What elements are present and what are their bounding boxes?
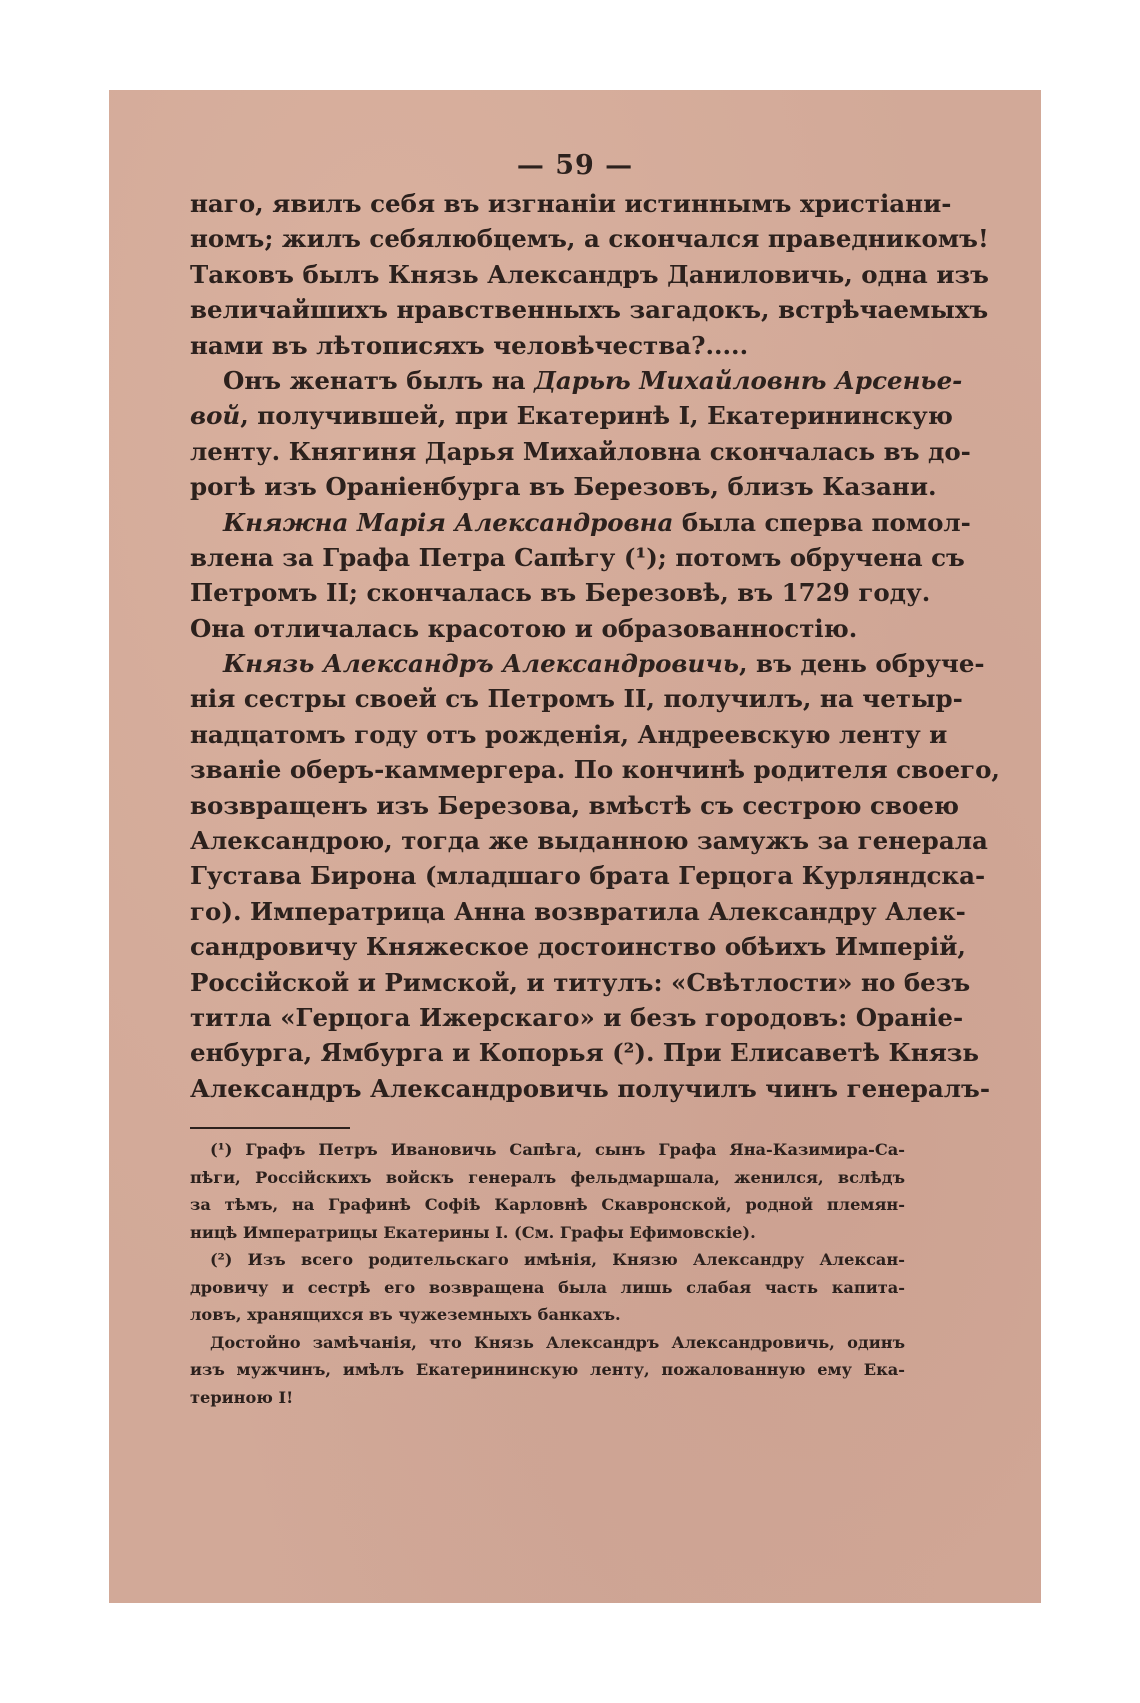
text-line: сандровичу Княжеское достоинство обѣихъ Имперій, — [190, 932, 966, 962]
text-line — [190, 363, 963, 398]
text-span: была сперва помол- — [673, 507, 971, 537]
footnotes — [190, 1136, 905, 1411]
text-span: Онъ женатъ былъ на — [223, 365, 535, 395]
text-line: Она отличалась красотою и образованностію. — [190, 613, 858, 643]
text-line: Петромъ II; скончалась въ Березовѣ, въ 1729 году. — [190, 578, 931, 608]
text-line: титла «Герцога Ижерскаго» и безъ городовъ: Ораніе- — [190, 1002, 964, 1032]
text-line: енбурга, Ямбурга и Копорья (²). При Елисаветѣ Князь — [190, 1038, 980, 1068]
text-line: величайшихъ нравственныхъ загадокъ, встрѣчаемыхъ — [190, 295, 989, 325]
text-line: Россійской и Римской, и титулъ: «Свѣтлости» но безъ — [190, 967, 971, 997]
page-number: — 59 — — [516, 150, 634, 181]
footnote-line: (²) Изъ всего родительскаго имѣнія, Князю Александру Алексан- — [210, 1250, 905, 1269]
footnote-line: изъ мужчинъ, имѣлъ Екатерининскую ленту, пожалованную ему Ека- — [190, 1360, 905, 1379]
text-line: званіе оберъ-каммергера. По кончинѣ родителя своего, — [190, 755, 1000, 785]
footnote-line: за тѣмъ, на Графинѣ Софіѣ Карловнѣ Скавронской, родной племян- — [190, 1195, 905, 1214]
footnote-line: дровичу и сестрѣ его возвращена была лишь слабая часть капита- — [190, 1277, 905, 1297]
text-line — [190, 505, 971, 540]
text-line: Александрою, тогда же выданною замужъ за генерала — [190, 826, 988, 856]
text-line: ленту. Княгиня Дарья Михайловна скончалась въ до- — [190, 436, 971, 466]
footnote-line: пѣги, Россійскихъ войскъ генералъ фельдмаршала, женился, вслѣдъ — [190, 1167, 905, 1187]
italic-name-span: Княжна Марія Александровна — [223, 507, 674, 537]
text-line: нами въ лѣтописяхъ человѣчества?..... — [190, 330, 749, 360]
footnote-line: ницѣ Императрицы Екатерины I. (См. Графы Ефимовскіе). — [190, 1222, 756, 1242]
text-line: надцатомъ году отъ рожденія, Андреевскую ленту и — [190, 719, 948, 749]
italic-name-span: Князь Александръ Александровичь — [223, 649, 739, 679]
text-span: , въ день обруче- — [738, 649, 985, 679]
main-text-body — [190, 186, 1000, 1106]
book-page — [109, 90, 1041, 1603]
text-line: Густава Бирона (младшаго брата Герцога Курляндска- — [190, 861, 986, 891]
text-line: возвращенъ изъ Березова, вмѣстѣ съ сестрою своею — [190, 790, 960, 820]
text-line: наго, явилъ себя въ изгнаніи истиннымъ христіани- — [190, 189, 952, 218]
text-line: Александръ Александровичь получилъ чинъ генералъ- — [190, 1073, 990, 1103]
footnote-line: (¹) Графъ Петръ Ивановичь Сапѣга, сынъ Графа Яна-Казимира-Са- — [210, 1140, 905, 1159]
italic-name-span: Дарьѣ Михайловнѣ Арсенье- — [534, 365, 963, 395]
text-line — [190, 398, 953, 433]
footnote-line: ловъ, хранящихся въ чужеземныхъ банкахъ. — [190, 1305, 621, 1324]
text-line: влена за Графа Петра Сапѣгу (¹); потомъ обручена съ — [190, 542, 965, 572]
text-line: го). Императрица Анна возвратила Александру Алек- — [190, 896, 966, 926]
text-span: , получившей, при Екатеринѣ I, Екатерининскую — [240, 401, 953, 431]
footnote-divider — [190, 1127, 350, 1129]
footnote-line: териною I! — [190, 1387, 294, 1407]
text-line — [190, 646, 985, 681]
text-line: номъ; жилъ себялюбцемъ, а скончался праведникомъ! — [190, 224, 989, 254]
text-line: Таковъ былъ Князь Александръ Даниловичь, одна изъ — [190, 259, 989, 289]
text-line: нія сестры своей съ Петромъ II, получилъ, на четыр- — [190, 684, 963, 714]
text-line: рогѣ изъ Ораніенбурга въ Березовъ, близъ Казани. — [190, 472, 937, 502]
footnote-line: Достойно замѣчанія, что Князь Александръ Александровичь, одинъ — [210, 1332, 905, 1352]
italic-name-span: вой — [190, 401, 241, 431]
